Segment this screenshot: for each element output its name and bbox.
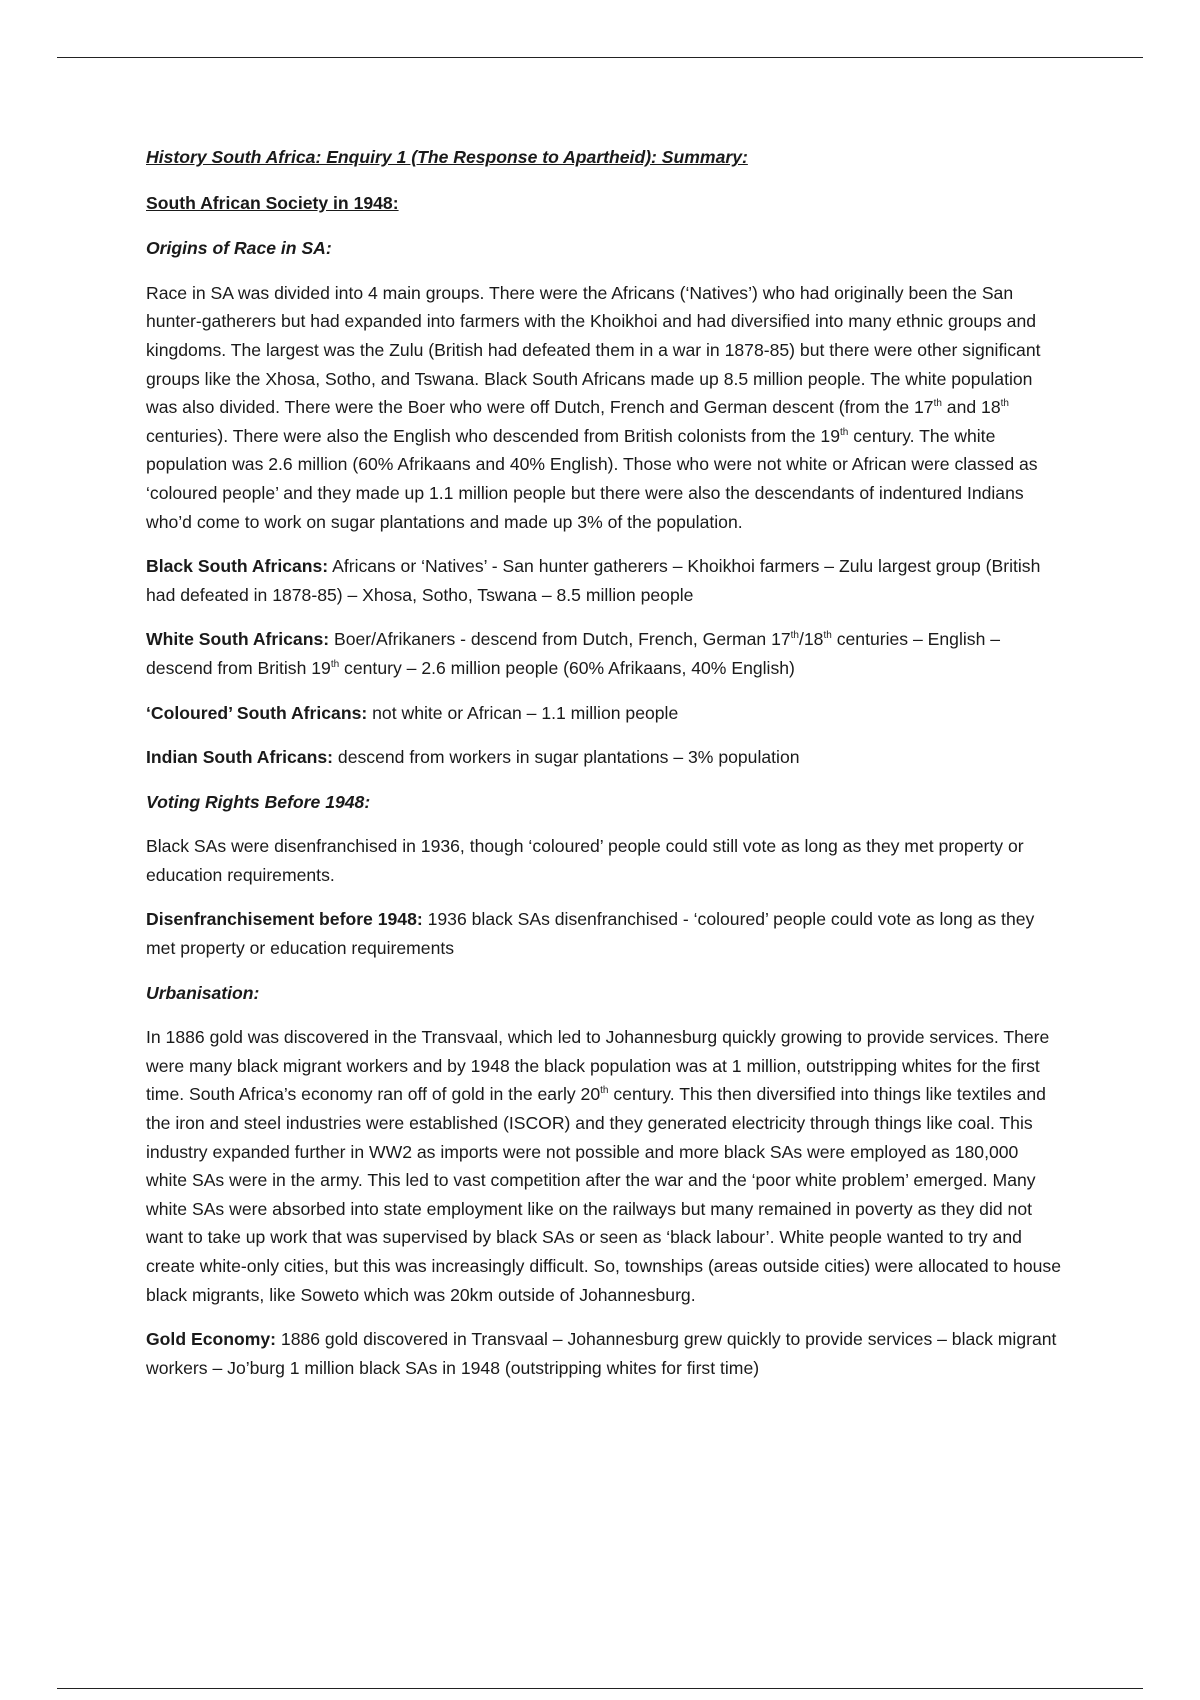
black-sa-summary: Black South Africans: Africans or ‘Natives’ - San hunter gatherers – Khoikhoi farmers – Zulu largest group (British had defeated in 1878-85) – Xhosa, Sotho, Tswana – 8.5 million people [146, 556, 1041, 605]
indian-sa-label: Indian South Africans: [146, 747, 334, 768]
urbanisation-heading: Urbanisation: [146, 982, 260, 1003]
disenfranchisement-summary: Disenfranchisement before 1948: 1936 black SAs disenfranchised - ‘coloured’ people could vote as long as they met property or education requirements [146, 909, 1035, 959]
indian-sa-summary: Indian South Africans: descend from workers in sugar plantations – 3% population [146, 747, 800, 768]
origins-paragraph: Race in SA was divided into 4 main groups. There were the Africans (‘Natives’) who had originally been the San hunter-gatherers but had expanded into farmers with the Khoikhoi and had diversified into many ethnic groups and kingdoms. The largest was the Zulu (British had defeated them in a war in 1878-85) but there were other significant groups like the Xhosa, Sotho, and Tswana. Black South Africans made up 8.5 million people. The white population was also divided. There were the Boer who were off Dutch, French and German descent (from the 17th and 18th centuries). There were also the English who descended from British colonists from the 19th century. The white population was 2.6 million (60% Afrikaans and 40% English). Those who were not white or African were classed as ‘coloured people’ and they made up 1.1 million people but there were also the descendants of indentured Indians who’d come to work on sugar plantations and made up 3% of the population. [146, 282, 1041, 532]
document-body [146, 143, 1061, 1398]
urbanisation-paragraph: In 1886 gold was discovered in the Transvaal, which led to Johannesburg quickly growing to provide services. There were many black migrant workers and by 1948 the black population was at 1 million, outstripping whites for the first time. South Africa’s economy ran off of gold in the early 20th century. This then diversified into things like textiles and the iron and steel industries were established (ISCOR) and they generated electricity through things like coal. This industry expanded further in WW2 as imports were not possible and more black SAs were employed as 180,000 white SAs were in the army. This led to vast competition after the war and the ‘poor white problem’ emerged. Many white SAs were absorbed into state employment like on the railways but many remained in poverty as they did not want to take up work that was supervised by black SAs or seen as ‘black labour’. White people wanted to try and create white-only cities, but this was increasingly difficult. So, townships (areas outside cities) were allocated to house black migrants, like Soweto which was 20km outside of Johannesburg. [146, 1027, 1061, 1305]
coloured-sa-label: ‘Coloured’ South Africans: [146, 702, 368, 723]
white-sa-summary: White South Africans: Boer/Afrikaners - descend from Dutch, French, German 17th/18th centuries – English – descend from British 19th century – 2.6 million people (60% Afrikaans, 40% English) [146, 629, 1001, 678]
disenfranchisement-label: Disenfranchisement before 1948: [146, 909, 423, 930]
gold-economy-label: Gold Economy: [146, 1329, 277, 1350]
header-rule [57, 57, 1143, 58]
footer-rule [57, 1688, 1143, 1689]
gold-economy-summary: Gold Economy: 1886 gold discovered in Transvaal – Johannesburg grew quickly to provide services – black migrant workers – Jo’burg 1 million black SAs in 1948 (outstripping whites for first time) [146, 1329, 1057, 1378]
document-title: History South Africa: Enquiry 1 (The Response to Apartheid): Summary: [146, 147, 748, 167]
black-sa-label: Black South Africans: [146, 556, 329, 577]
section-heading: South African Society in 1948: [146, 192, 399, 213]
voting-paragraph: Black SAs were disenfranchised in 1936, though ‘coloured’ people could still vote as long as they met property or education requirements. [146, 836, 1024, 885]
white-sa-label: White South Africans: [146, 629, 330, 650]
voting-heading: Voting Rights Before 1948: [146, 791, 371, 812]
origins-heading: Origins of Race in SA: [146, 238, 332, 259]
coloured-sa-summary: ‘Coloured’ South Africans: not white or African – 1.1 million people [146, 702, 679, 723]
